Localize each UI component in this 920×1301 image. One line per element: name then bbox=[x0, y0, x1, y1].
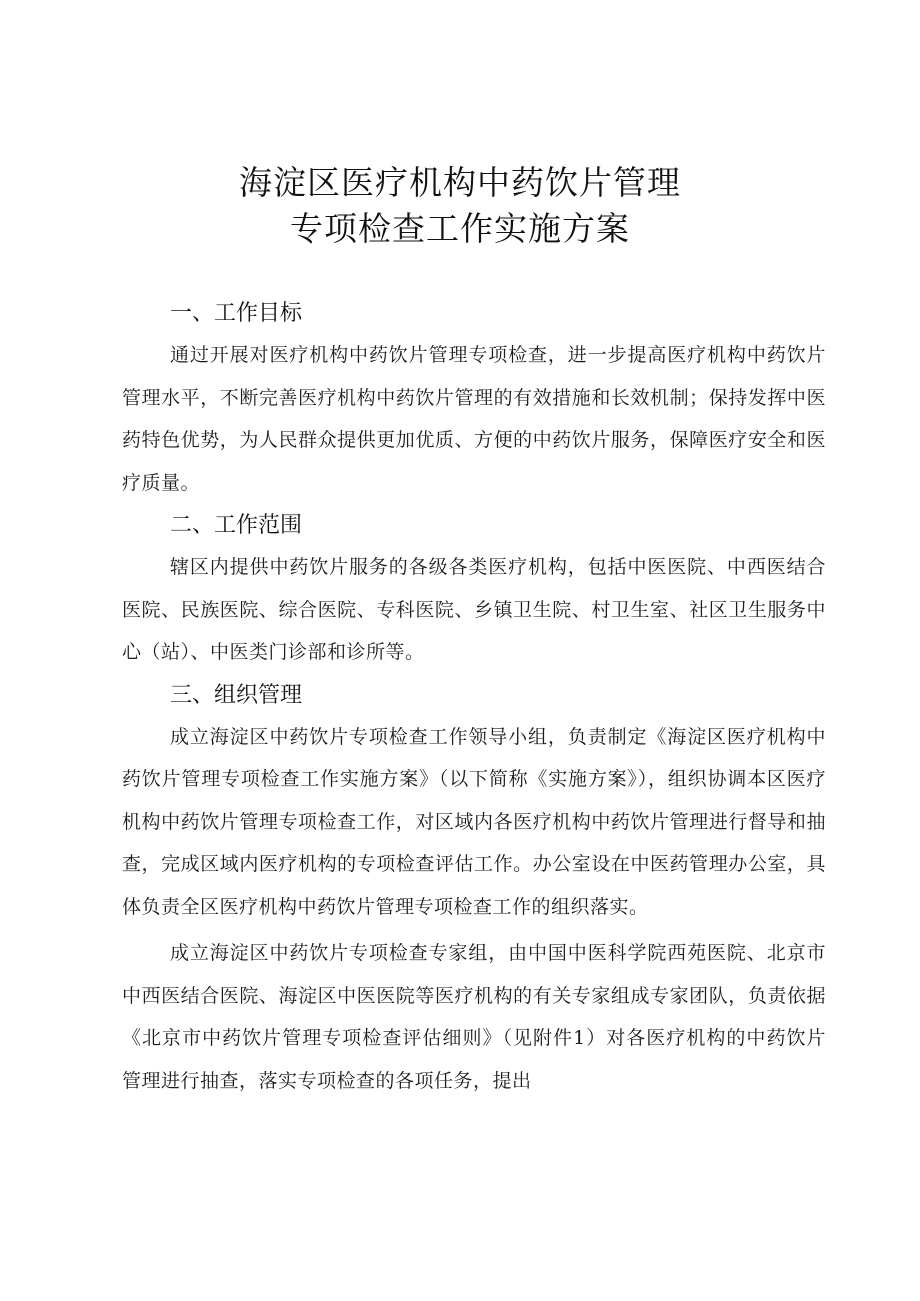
paragraph: 成立海淀区中药饮片专项检查工作领导小组，负责制定《海淀区医疗机构中药饮片管理专项检查工作实施方案》（以下简称《实施方案》），组织协调本区医疗机构中药饮片管理专项检查工作，对区域内各医疗机构中药饮片管理进行督导和抽查，完成区域内医疗机构的专项检查评估工作。办公室设在中医药管理办公室，具体负责全区医疗机构中药饮片管理专项检查工作的组织落实。 bbox=[122, 725, 826, 918]
paragraph: 通过开展对医疗机构中药饮片管理专项检查，进一步提高医疗机构中药饮片管理水平，不断完善医疗机构中药饮片管理的有效措施和长效机制；保持发挥中医药特色优势，为人民群众提供更加优质、方便的中药饮片服务，保障医疗安全和医疗质量。 bbox=[122, 344, 826, 494]
document-body bbox=[122, 294, 826, 1102]
paragraph: 辖区内提供中药饮片服务的各级各类医疗机构，包括中医医院、中西医结合医院、民族医院、综合医院、专科医院、乡镇卫生院、村卫生室、社区卫生服务中心（站）、中医类门诊部和诊所等。 bbox=[122, 556, 826, 663]
section-organization bbox=[122, 676, 826, 1103]
section-scope bbox=[122, 506, 826, 674]
title-line-2: 专项检查工作实施方案 bbox=[290, 209, 630, 248]
document-title bbox=[0, 160, 920, 252]
section-heading: 三、组织管理 bbox=[170, 682, 303, 708]
section-goals bbox=[122, 294, 826, 504]
section-heading: 二、工作范围 bbox=[170, 513, 303, 538]
title-line-1: 海淀区医疗机构中药饮片管理 bbox=[239, 163, 681, 202]
section-heading: 一、工作目标 bbox=[170, 301, 303, 326]
paragraph: 成立海淀区中药饮片专项检查专家组，由中国中医科学院西苑医院、北京市中西医结合医院、海淀区中医医院等医疗机构的有关专家组成专家团队，负责依据《北京市中药饮片管理专项检查评估细则》（见附件1）对各医疗机构的中药饮片管理进行抽查，落实专项检查的各项任务，提出 bbox=[122, 942, 826, 1092]
